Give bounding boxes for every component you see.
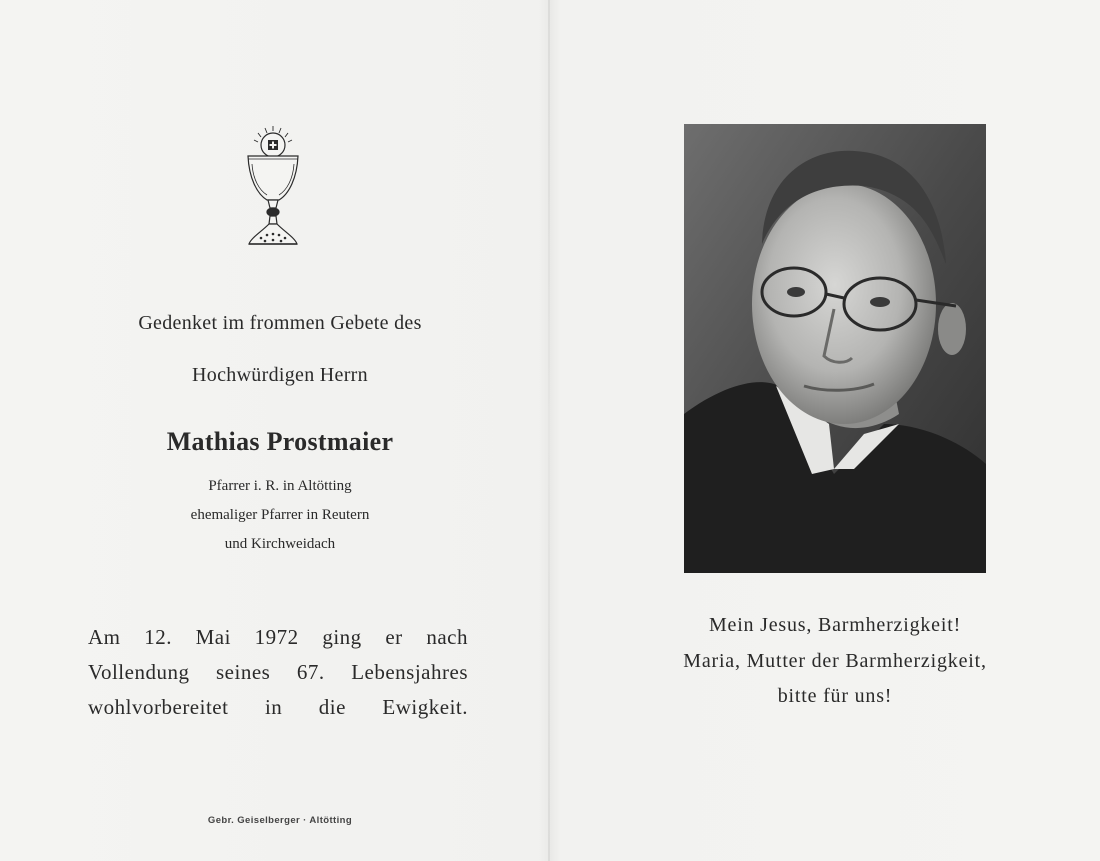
prayer-line: Maria, Mutter der Barmherzigkeit, (683, 650, 987, 672)
deceased-name: Mathias Prostmaier (166, 427, 394, 456)
card-fold (548, 0, 550, 861)
honorific-line: Hochwürdigen Herrn (192, 364, 368, 386)
death-notice (88, 620, 468, 725)
chalice-icon (243, 124, 303, 252)
role-line: und Kirchweidach (224, 536, 336, 552)
prayer-line: Mein Jesus, Barmherzigkeit! (708, 614, 962, 636)
portrait-image (684, 124, 986, 573)
prayer-line: bitte für uns! (777, 685, 893, 707)
death-notice-line: Vollendung seines 67. Lebensjahres (88, 660, 468, 684)
portrait-photo (684, 124, 986, 573)
role-line: Pfarrer i. R. in Altötting (208, 478, 352, 494)
death-notice-line: Am 12. Mai 1972 ging er nach (88, 625, 468, 649)
death-notice-line: wohlvorbereitet in die Ewigkeit. (88, 695, 468, 719)
dedication-line: Gedenket im frommen Gebete des (138, 312, 422, 334)
printer-imprint: Gebr. Geiselberger · Altötting (207, 815, 353, 826)
role-line: ehemaliger Pfarrer in Reutern (190, 507, 370, 523)
